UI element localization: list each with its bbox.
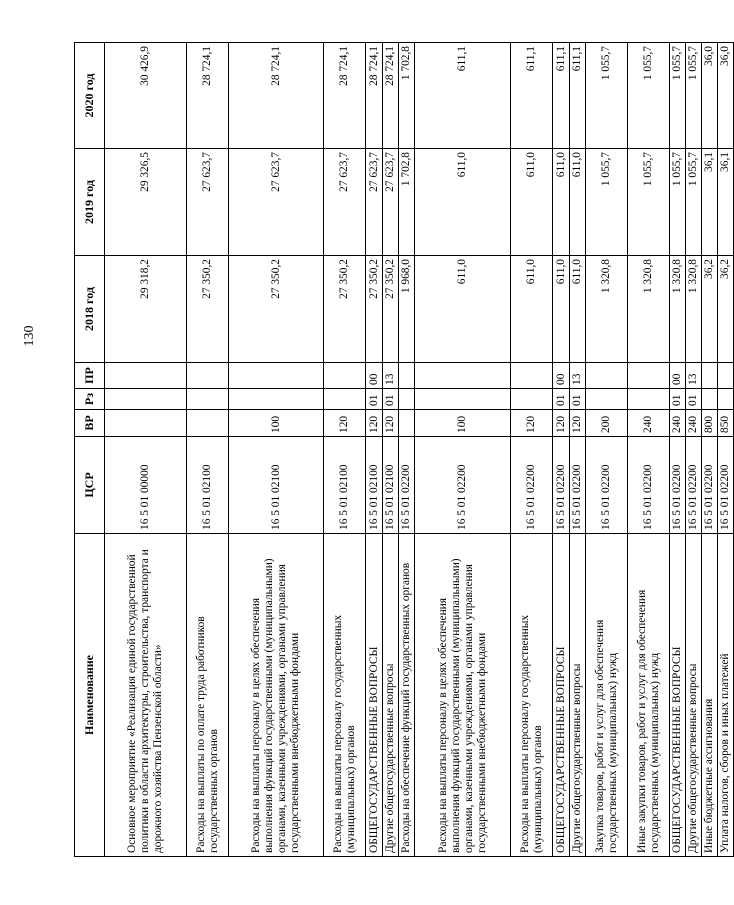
cell-2018: 29 318,2 <box>105 256 187 363</box>
cell-vr <box>187 410 229 437</box>
cell-2018: 1 320,8 <box>686 256 702 363</box>
cell-name: Другие общегосударственные вопросы <box>383 534 399 857</box>
cell-2020: 28 724,1 <box>187 43 229 149</box>
page-number: 130 <box>22 325 37 347</box>
cell-csr: 16 5 01 02100 <box>366 437 383 534</box>
cell-name: Расходы на выплаты по оплате труда работников государственных органов <box>187 534 229 857</box>
cell-name: Другие общегосударственные вопросы <box>686 534 702 857</box>
table-body <box>105 43 734 857</box>
cell-csr: 16 5 01 02100 <box>324 437 366 534</box>
cell-csr: 16 5 01 02200 <box>511 437 553 534</box>
cell-2020: 36,0 <box>702 43 718 149</box>
cell-csr: 16 5 01 02200 <box>415 437 511 534</box>
table-row <box>187 43 229 857</box>
table-row <box>366 43 383 857</box>
header-rz: Рз <box>75 389 105 410</box>
cell-2019: 27 623,7 <box>324 149 366 256</box>
header-pr: ПР <box>75 363 105 389</box>
cell-vr: 120 <box>570 410 586 437</box>
cell-2018: 1 968,0 <box>399 256 415 363</box>
cell-vr: 100 <box>229 410 324 437</box>
cell-csr: 16 5 01 02200 <box>399 437 415 534</box>
cell-2019: 1 702,8 <box>399 149 415 256</box>
cell-2018: 27 350,2 <box>324 256 366 363</box>
cell-2019: 1 055,7 <box>628 149 670 256</box>
cell-2019: 611,0 <box>511 149 553 256</box>
cell-2020: 1 055,7 <box>686 43 702 149</box>
cell-csr: 16 5 01 02200 <box>686 437 702 534</box>
cell-pr <box>586 363 628 389</box>
cell-2019: 611,0 <box>415 149 511 256</box>
cell-2018: 27 350,2 <box>366 256 383 363</box>
cell-pr <box>718 363 734 389</box>
table-row <box>383 43 399 857</box>
rotated-table-container <box>74 43 731 857</box>
cell-rz: 01 <box>366 389 383 410</box>
cell-name: Расходы на выплаты персоналу в целях обеспечения выполнения функций государственными (муниципальными) органами, казенными учреждениями, органами управления государственными внебюджетными фондами <box>229 534 324 857</box>
cell-rz <box>187 389 229 410</box>
cell-vr <box>105 410 187 437</box>
cell-rz <box>586 389 628 410</box>
cell-2020: 1 055,7 <box>628 43 670 149</box>
cell-rz <box>718 389 734 410</box>
cell-2018: 611,0 <box>570 256 586 363</box>
table-row <box>399 43 415 857</box>
cell-2019: 27 623,7 <box>383 149 399 256</box>
cell-vr <box>399 410 415 437</box>
cell-csr: 16 5 01 02200 <box>570 437 586 534</box>
cell-vr: 120 <box>366 410 383 437</box>
cell-pr <box>324 363 366 389</box>
cell-name: Иные закупки товаров, работ и услуг для обеспечения государственных (муниципальных) нужд <box>628 534 670 857</box>
cell-csr: 16 5 01 02200 <box>628 437 670 534</box>
table-row <box>324 43 366 857</box>
cell-vr: 240 <box>628 410 670 437</box>
table-row <box>670 43 686 857</box>
cell-2018: 36,2 <box>718 256 734 363</box>
cell-csr: 16 5 01 02200 <box>718 437 734 534</box>
header-2019: 2019 год <box>75 149 105 256</box>
cell-2020: 1 055,7 <box>586 43 628 149</box>
cell-2020: 1 702,8 <box>399 43 415 149</box>
table-row <box>105 43 187 857</box>
header-row <box>75 43 105 857</box>
cell-rz <box>511 389 553 410</box>
cell-rz <box>415 389 511 410</box>
cell-2019: 29 326,5 <box>105 149 187 256</box>
cell-2018: 611,0 <box>415 256 511 363</box>
cell-rz <box>105 389 187 410</box>
table-row <box>586 43 628 857</box>
cell-2018: 1 320,8 <box>628 256 670 363</box>
cell-2019: 27 623,7 <box>229 149 324 256</box>
cell-name: Уплата налогов, сборов и иных платежей <box>718 534 734 857</box>
table-row <box>570 43 586 857</box>
cell-rz: 01 <box>670 389 686 410</box>
cell-vr: 120 <box>324 410 366 437</box>
cell-2018: 611,0 <box>511 256 553 363</box>
cell-csr: 16 5 01 02200 <box>670 437 686 534</box>
cell-rz: 01 <box>383 389 399 410</box>
cell-name: Иные бюджетные ассигнования <box>702 534 718 857</box>
cell-name: ОБЩЕГОСУДАРСТВЕННЫЕ ВОПРОСЫ <box>553 534 570 857</box>
cell-2020: 36,0 <box>718 43 734 149</box>
cell-vr: 850 <box>718 410 734 437</box>
table-row <box>628 43 670 857</box>
cell-vr: 800 <box>702 410 718 437</box>
cell-vr: 120 <box>511 410 553 437</box>
cell-2019: 1 055,7 <box>670 149 686 256</box>
cell-2020: 28 724,1 <box>324 43 366 149</box>
cell-2020: 1 055,7 <box>670 43 686 149</box>
cell-pr <box>702 363 718 389</box>
table-row <box>702 43 718 857</box>
cell-2020: 611,1 <box>553 43 570 149</box>
budget-table <box>74 42 734 857</box>
cell-pr: 00 <box>553 363 570 389</box>
header-name: Наименование <box>75 534 105 857</box>
cell-2019: 36,1 <box>702 149 718 256</box>
cell-pr: 13 <box>570 363 586 389</box>
cell-name: Основное мероприятие «Реализация единой государственной политики в области архитектуры, строительства, транспорта и дорожного хозяйства Пензенской области» <box>105 534 187 857</box>
header-csr: ЦСР <box>75 437 105 534</box>
cell-2020: 28 724,1 <box>383 43 399 149</box>
cell-rz <box>229 389 324 410</box>
cell-2020: 611,1 <box>415 43 511 149</box>
cell-pr <box>399 363 415 389</box>
cell-name: Другие общегосударственные вопросы <box>570 534 586 857</box>
cell-pr <box>511 363 553 389</box>
cell-vr: 120 <box>553 410 570 437</box>
cell-vr: 100 <box>415 410 511 437</box>
cell-pr <box>415 363 511 389</box>
cell-csr: 16 5 01 00000 <box>105 437 187 534</box>
cell-2018: 36,2 <box>702 256 718 363</box>
cell-2020: 611,1 <box>570 43 586 149</box>
cell-rz <box>324 389 366 410</box>
cell-name: ОБЩЕГОСУДАРСТВЕННЫЕ ВОПРОСЫ <box>670 534 686 857</box>
table-row <box>229 43 324 857</box>
header-2018: 2018 год <box>75 256 105 363</box>
cell-pr: 13 <box>686 363 702 389</box>
cell-2019: 611,0 <box>570 149 586 256</box>
table-row <box>511 43 553 857</box>
header-2020: 2020 год <box>75 43 105 149</box>
cell-pr <box>187 363 229 389</box>
cell-2020: 28 724,1 <box>366 43 383 149</box>
cell-csr: 16 5 01 02200 <box>702 437 718 534</box>
cell-2018: 1 320,8 <box>586 256 628 363</box>
cell-csr: 16 5 01 02100 <box>187 437 229 534</box>
cell-name: Расходы на обеспечение функций государственных органов <box>399 534 415 857</box>
cell-name: Расходы на выплаты персоналу государственных (муниципальных) органов <box>324 534 366 857</box>
cell-2018: 611,0 <box>553 256 570 363</box>
cell-vr: 240 <box>686 410 702 437</box>
cell-2018: 1 320,8 <box>670 256 686 363</box>
cell-vr: 200 <box>586 410 628 437</box>
cell-vr: 240 <box>670 410 686 437</box>
cell-2020: 30 426,9 <box>105 43 187 149</box>
cell-pr <box>628 363 670 389</box>
cell-2018: 27 350,2 <box>187 256 229 363</box>
table-row <box>553 43 570 857</box>
cell-rz <box>702 389 718 410</box>
table-row <box>718 43 734 857</box>
table-row <box>415 43 511 857</box>
cell-2020: 611,1 <box>511 43 553 149</box>
cell-name: Закупка товаров, работ и услуг для обеспечения государственных (муниципальных) нужд <box>586 534 628 857</box>
cell-2019: 36,1 <box>718 149 734 256</box>
cell-2019: 27 623,7 <box>366 149 383 256</box>
cell-csr: 16 5 01 02100 <box>383 437 399 534</box>
cell-rz <box>628 389 670 410</box>
cell-2018: 27 350,2 <box>229 256 324 363</box>
cell-2018: 27 350,2 <box>383 256 399 363</box>
cell-vr: 120 <box>383 410 399 437</box>
cell-pr: 13 <box>383 363 399 389</box>
cell-name: Расходы на выплаты персоналу в целях обеспечения выполнения функций государственными (муниципальными) органами, казенными учреждениями, органами управления государственными внебюджетными фондами <box>415 534 511 857</box>
cell-pr: 00 <box>366 363 383 389</box>
cell-2019: 27 623,7 <box>187 149 229 256</box>
cell-2019: 1 055,7 <box>686 149 702 256</box>
cell-rz: 01 <box>570 389 586 410</box>
cell-rz <box>399 389 415 410</box>
cell-name: ОБЩЕГОСУДАРСТВЕННЫЕ ВОПРОСЫ <box>366 534 383 857</box>
table-row <box>686 43 702 857</box>
cell-2019: 1 055,7 <box>586 149 628 256</box>
cell-csr: 16 5 01 02200 <box>586 437 628 534</box>
cell-pr: 00 <box>670 363 686 389</box>
cell-pr <box>105 363 187 389</box>
cell-rz: 01 <box>553 389 570 410</box>
header-vr: ВР <box>75 410 105 437</box>
cell-2019: 611,0 <box>553 149 570 256</box>
cell-2020: 28 724,1 <box>229 43 324 149</box>
cell-csr: 16 5 01 02200 <box>553 437 570 534</box>
cell-rz: 01 <box>686 389 702 410</box>
cell-name: Расходы на выплаты персоналу государственных (муниципальных) органов <box>511 534 553 857</box>
cell-csr: 16 5 01 02100 <box>229 437 324 534</box>
cell-pr <box>229 363 324 389</box>
